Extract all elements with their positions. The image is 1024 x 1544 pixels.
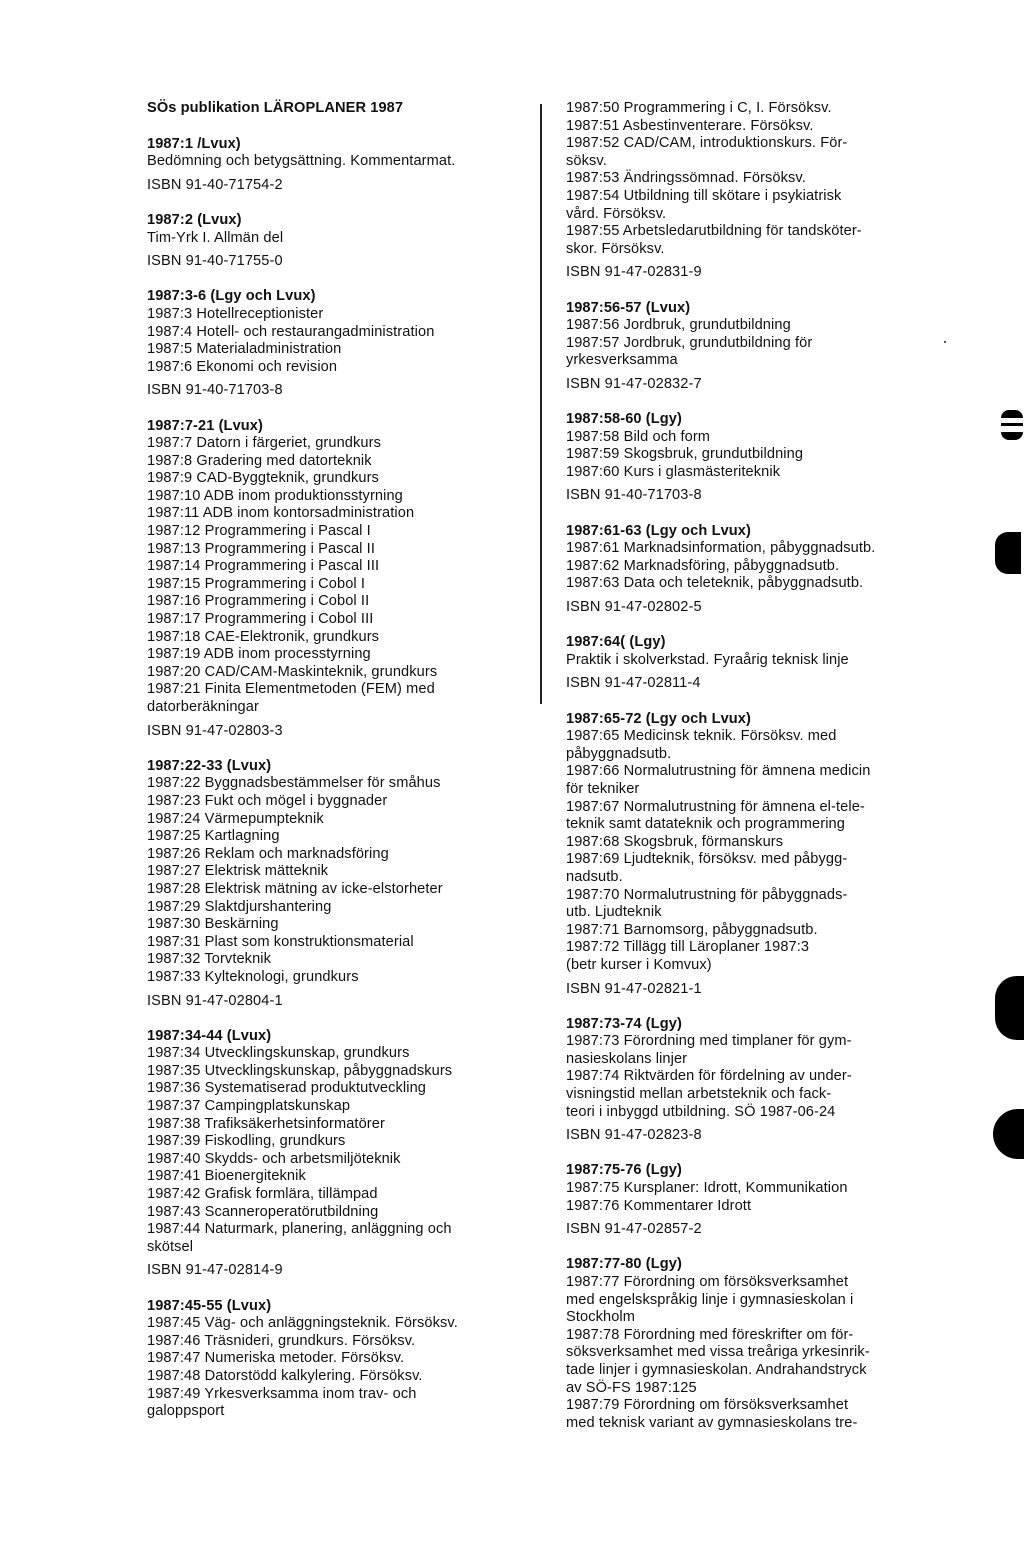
entry-line: 1987:28 Elektrisk mätning av icke-elstorheter: [147, 880, 443, 897]
binding-hole-mark: [995, 532, 1021, 574]
isbn-number: ISBN 91-40-71754-2: [147, 176, 283, 193]
entry-heading: 1987:64( (Lgy): [566, 634, 666, 651]
binding-hole-mark: [993, 1109, 1024, 1159]
isbn-number: ISBN 91-47-02804-1: [147, 992, 283, 1009]
entry-line: 1987:33 Kylteknologi, grundkurs: [147, 968, 359, 985]
entry-line: söksverksamhet med vissa treåriga yrkesinrik-: [566, 1344, 870, 1361]
publication-entry: [566, 411, 966, 505]
isbn-number: ISBN 91-40-71703-8: [147, 382, 283, 399]
publication-entry: [147, 1028, 527, 1280]
isbn-number: ISBN 91-47-02823-8: [566, 1127, 702, 1144]
entry-line: (betr kurser i Komvux): [566, 956, 712, 973]
entry-line: 1987:42 Grafisk formlära, tillämpad: [147, 1186, 378, 1203]
page-title: SÖs publikation LÄROPLANER 1987: [147, 100, 404, 116]
entry-line: 1987:26 Reklam och marknadsföring: [147, 845, 389, 862]
publication-entry: [566, 100, 966, 282]
entry-line: 1987:6 Ekonomi och revision: [147, 358, 338, 375]
entry-line: nadsutb.: [566, 868, 623, 885]
entry-line: 1987:19 ADB inom processtyrning: [147, 646, 371, 663]
publication-entry: [566, 1162, 966, 1238]
entry-line: 1987:38 Trafiksäkerhetsinformatörer: [147, 1115, 385, 1132]
entry-line: 1987:18 CAE-Elektronik, grundkurs: [147, 628, 380, 645]
isbn-number: ISBN 91-40-71755-0: [147, 253, 283, 270]
entry-line: 1987:10 ADB inom produktionsstyrning: [147, 487, 403, 504]
column-divider: [540, 104, 542, 704]
entry-line: 1987:9 CAD-Byggteknik, grundkurs: [147, 470, 379, 487]
entry-line: 1987:29 Slaktdjurshantering: [147, 898, 332, 915]
entry-line: 1987:22 Byggnadsbestämmelser för småhus: [147, 775, 441, 792]
entry-line: 1987:15 Programmering i Cobol I: [147, 575, 366, 592]
entry-line: datorberäkningar: [147, 699, 259, 715]
entry-line: Tim-Yrk I. Allmän del: [147, 229, 284, 246]
entry-line: 1987:35 Utvecklingskunskap, påbyggnadskurs: [147, 1062, 453, 1079]
entry-line: 1987:68 Skogsbruk, förmanskurs: [566, 833, 784, 850]
entry-line: 1987:3 Hotellreceptionister: [147, 305, 324, 322]
entry-heading: 1987:61-63 (Lgy och Lvux): [566, 522, 751, 539]
entry-line: 1987:7 Datorn i färgeriet, grundkurs: [147, 435, 381, 452]
isbn-number: ISBN 91-47-02821-1: [566, 980, 702, 997]
entry-heading: 1987:34-44 (Lvux): [147, 1027, 272, 1044]
entry-line: 1987:77 Förordning om försöksverksamhet: [566, 1274, 849, 1290]
entry-line: 1987:75 Kursplaner: Idrott, Kommunikation: [566, 1180, 848, 1197]
entry-line: 1987:48 Datorstödd kalkylering. Försöksv.: [147, 1367, 423, 1384]
left-column: [147, 100, 527, 1421]
publication-entry: [566, 711, 966, 999]
entry-line: 1987:51 Asbestinventerare. Försöksv.: [566, 117, 814, 134]
entry-line: 1987:23 Fukt och mögel i byggnader: [147, 792, 388, 809]
entry-line: nasieskolans linjer: [566, 1050, 688, 1067]
entry-line: 1987:45 Väg- och anläggningsteknik. Försöksv.: [147, 1315, 458, 1332]
entry-line: teori i inbyggd utbildning. SÖ 1987-06-24: [566, 1103, 836, 1120]
entry-line: 1987:70 Normalutrustning för påbyggnads-: [566, 886, 848, 903]
publication-entry: [147, 136, 527, 195]
margin-punch-mark: [1001, 432, 1023, 440]
entry-line: 1987:62 Marknadsföring, påbyggnadsutb.: [566, 557, 840, 574]
publication-entry: [147, 1298, 527, 1421]
entry-line: 1987:41 Bioenergiteknik: [147, 1168, 306, 1185]
entry-line: 1987:47 Numeriska metoder. Försöksv.: [147, 1350, 405, 1367]
isbn-number: ISBN 91-47-02803-3: [147, 722, 283, 739]
entry-line: 1987:34 Utvecklingskunskap, grundkurs: [147, 1045, 410, 1062]
entry-heading: 1987:22-33 (Lvux): [147, 757, 272, 774]
publication-entry: [147, 418, 527, 741]
entry-heading: 1987:45-55 (Lvux): [147, 1297, 272, 1314]
right-entry-list: [566, 100, 966, 1432]
entry-line: 1987:39 Fiskodling, grundkurs: [147, 1133, 346, 1150]
entry-line: 1987:16 Programmering i Cobol II: [147, 593, 370, 610]
isbn-number: ISBN 91-47-02857-2: [566, 1221, 702, 1238]
entry-heading: 1987:73-74 (Lgy): [566, 1015, 682, 1032]
publication-entry: [566, 1256, 966, 1432]
entry-line: 1987:12 Programmering i Pascal I: [147, 523, 371, 540]
entry-line: 1987:14 Programmering i Pascal III: [147, 558, 380, 575]
publication-entry: [566, 1016, 966, 1145]
isbn-number: ISBN 91-47-02811-4: [566, 675, 701, 692]
publication-entry: [147, 758, 527, 1010]
entry-line: vård. Försöksv.: [566, 205, 667, 222]
entry-line: Praktik i skolverkstad. Fyraårig teknisk linje: [566, 651, 849, 668]
entry-line: 1987:32 Torvteknik: [147, 951, 272, 968]
entry-line: 1987:61 Marknadsinformation, påbyggnadsutb.: [566, 540, 876, 557]
scan-speck: [944, 341, 946, 343]
entry-line: 1987:36 Systematiserad produktutveckling: [147, 1080, 427, 1097]
entry-line: skor. Försöksv.: [566, 240, 665, 257]
entry-line: 1987:65 Medicinsk teknik. Försöksv. med: [566, 728, 837, 745]
entry-line: 1987:52 CAD/CAM, introduktionskurs. För-: [566, 135, 848, 152]
left-entry-list: [147, 136, 527, 1421]
publication-entry: [147, 212, 527, 271]
entry-heading: 1987:1 /Lvux): [147, 135, 241, 152]
entry-heading: 1987:58-60 (Lgy): [566, 411, 682, 428]
entry-line: 1987:31 Plast som konstruktionsmaterial: [147, 933, 414, 950]
entry-line: 1987:66 Normalutrustning för ämnena medicin: [566, 763, 871, 780]
margin-punch-mark: [1001, 423, 1023, 426]
entry-line: 1987:58 Bild och form: [566, 428, 711, 445]
entry-line: påbyggnadsutb.: [566, 745, 672, 762]
entry-line: 1987:67 Normalutrustning för ämnena el-tele-: [566, 798, 865, 815]
publication-entry: [566, 634, 966, 693]
entry-line: 1987:78 Förordning med föreskrifter om för-: [566, 1326, 854, 1343]
isbn-number: ISBN 91-47-02832-7: [566, 375, 702, 392]
entry-line: 1987:37 Campingplatskunskap: [147, 1098, 351, 1115]
entry-line: visningstid mellan arbetsteknik och fack-: [566, 1086, 832, 1103]
entry-heading: 1987:2 (Lvux): [147, 211, 242, 228]
entry-line: med engelskspråkig linje i gymnasieskolan i: [566, 1291, 854, 1308]
entry-line: 1987:27 Elektrisk mätteknik: [147, 863, 329, 880]
entry-line: 1987:49 Yrkesverksamma inom trav- och: [147, 1385, 417, 1402]
entry-line: 1987:50 Programmering i C, I. Försöksv.: [566, 100, 832, 116]
entry-heading: 1987:3-6 (Lgy och Lvux): [147, 288, 316, 305]
entry-line: 1987:13 Programmering i Pascal II: [147, 540, 375, 557]
entry-line: utb. Ljudteknik: [566, 904, 662, 921]
entry-line: tade linjer i gymnasieskolan. Andrahandstryck: [566, 1361, 867, 1378]
entry-line: av SÖ-FS 1987:125: [566, 1379, 697, 1396]
entry-line: 1987:11 ADB inom kontorsadministration: [147, 505, 415, 522]
entry-line: 1987:69 Ljudteknik, försöksv. med påbygg-: [566, 851, 848, 868]
entry-line: 1987:71 Barnomsorg, påbyggnadsutb.: [566, 921, 818, 938]
binding-hole-mark: [995, 976, 1024, 1040]
entry-line: Stockholm: [566, 1309, 636, 1326]
entry-line: skötsel: [147, 1238, 194, 1255]
entry-line: yrkesverksamma: [566, 352, 678, 369]
entry-line: Bedömning och betygsättning. Kommentarmat.: [147, 153, 456, 170]
entry-line: för tekniker: [566, 780, 640, 797]
entry-line: 1987:79 Förordning om försöksverksamhet: [566, 1397, 849, 1414]
entry-heading: 1987:77-80 (Lgy): [566, 1256, 682, 1273]
entry-line: 1987:5 Materialadministration: [147, 341, 342, 358]
entry-line: 1987:21 Finita Elementmetoden (FEM) med: [147, 681, 435, 698]
entry-line: 1987:25 Kartlagning: [147, 828, 280, 845]
isbn-number: ISBN 91-40-71703-8: [566, 487, 702, 504]
entry-line: 1987:44 Naturmark, planering, anläggning och: [147, 1221, 452, 1238]
publication-entry: [147, 288, 527, 400]
entry-line: 1987:76 Kommentarer Idrott: [566, 1197, 752, 1214]
entry-line: 1987:60 Kurs i glasmästeriteknik: [566, 463, 781, 480]
entry-line: 1987:40 Skydds- och arbetsmiljöteknik: [147, 1150, 401, 1167]
entry-line: galoppsport: [147, 1403, 225, 1420]
entry-line: 1987:57 Jordbruk, grundutbildning för: [566, 334, 813, 351]
right-column: [566, 100, 966, 1432]
entry-heading: 1987:56-57 (Lvux): [566, 299, 691, 316]
entry-line: med teknisk variant av gymnasieskolans tre-: [566, 1414, 858, 1431]
entry-line: 1987:24 Värmepumpteknik: [147, 810, 324, 827]
entry-line: 1987:72 Tillägg till Läroplaner 1987:3: [566, 939, 810, 956]
entry-heading: 1987:65-72 (Lgy och Lvux): [566, 710, 751, 727]
entry-line: 1987:4 Hotell- och restaurangadministration: [147, 323, 435, 340]
publication-entry: [566, 300, 966, 394]
entry-line: 1987:59 Skogsbruk, grundutbildning: [566, 446, 804, 463]
isbn-number: ISBN 91-47-02831-9: [566, 264, 702, 281]
entry-line: 1987:30 Beskärning: [147, 916, 279, 933]
entry-line: 1987:73 Förordning med timplaner för gym-: [566, 1033, 852, 1050]
entry-line: 1987:74 Riktvärden för fördelning av under-: [566, 1068, 852, 1085]
entry-line: 1987:8 Gradering med datorteknik: [147, 452, 372, 469]
isbn-number: ISBN 91-47-02802-5: [566, 599, 702, 616]
entry-line: 1987:46 Träsnideri, grundkurs. Försöksv.: [147, 1332, 416, 1349]
entry-line: 1987:63 Data och teleteknik, påbyggnadsutb.: [566, 575, 864, 592]
isbn-number: ISBN 91-47-02814-9: [147, 1262, 283, 1279]
entry-heading: 1987:7-21 (Lvux): [147, 417, 263, 434]
publication-entry: [566, 523, 966, 617]
margin-punch-mark: [1001, 410, 1023, 418]
entry-line: 1987:53 Ändringssömnad. Försöksv.: [566, 170, 806, 187]
entry-heading: 1987:75-76 (Lgy): [566, 1162, 682, 1179]
entry-line: söksv.: [566, 152, 607, 169]
entry-line: teknik samt datateknik och programmering: [566, 816, 845, 833]
entry-line: 1987:20 CAD/CAM-Maskinteknik, grundkurs: [147, 663, 438, 680]
entry-line: 1987:56 Jordbruk, grundutbildning: [566, 317, 791, 334]
entry-line: 1987:55 Arbetsledarutbildning för tandsköter-: [566, 223, 862, 240]
entry-line: 1987:17 Programmering i Cobol III: [147, 611, 374, 628]
entry-line: 1987:43 Scanneroperatörutbildning: [147, 1203, 379, 1220]
entry-line: 1987:54 Utbildning till skötare i psykiatrisk: [566, 187, 842, 204]
